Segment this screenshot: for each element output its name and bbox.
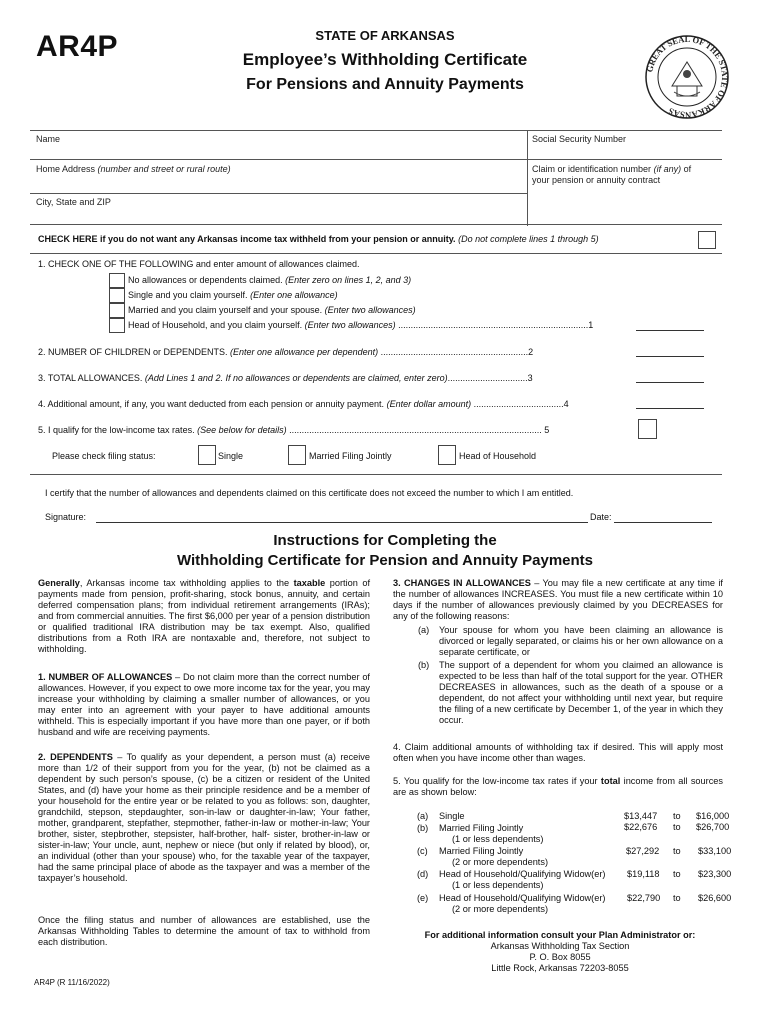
option-no-allowances: No allowances or dependents claimed. (Enter zero on lines 1, 2, and 3): [128, 275, 412, 285]
contact-city: Little Rock, Arkansas 72203-8055: [491, 963, 629, 973]
city-state-zip-field[interactable]: [36, 197, 111, 207]
state-heading: STATE OF ARKANSAS: [315, 28, 455, 43]
closing-paragraph: Once the filing status and number of allowances are established, use the Arkansas Withholding Tables to determine the amount of tax to withhold from each distribution.: [38, 915, 370, 947]
no-withholding-hint: (Do not complete lines 1 through 5): [458, 234, 599, 244]
option-head-of-household: Head of Household, and you claim yourself. (Enter two allowances) ............................................................................1: [128, 320, 594, 330]
line3-answer-field[interactable]: [636, 382, 704, 383]
income-row-low: $22,676: [624, 822, 658, 832]
contact-po-box: P. O. Box 8055: [529, 952, 591, 962]
section3-a-text: Your spouse for whom you have been claiming an allowance is divorced or legally separated, or claims his or her own allowance on a separate certificate, or: [439, 625, 723, 657]
section1-paragraph: 1. NUMBER OF ALLOWANCES – Do not claim more than the correct number of allowances. However, if you expect to owe more income tax for the year, you may increase your withholding by claiming a smaller number of allowances, or you may enter into an agreement with your payer to have additional amounts withheld. This is especially important if you have more than one payer, or if both husband and wife are receiving payments.: [38, 672, 370, 737]
line2-label: 2. NUMBER OF CHILDREN or DEPENDENTS.: [38, 347, 228, 357]
line1-heading: 1. CHECK ONE OF THE FOLLOWING and enter amount of allowances claimed.: [38, 259, 360, 269]
signature-label: Signature:: [45, 512, 87, 522]
income-row-low: $22,790: [627, 893, 661, 903]
line4-hint: (Enter dollar amount): [386, 399, 472, 409]
line4-label: 4. Additional amount, if any, you want deducted from each pension or annuity payment.: [38, 399, 385, 409]
seal-text: GREAT SEAL OF THE STATE OF ARKANSAS: [644, 34, 730, 120]
instructions-title-line1: Instructions for Completing the: [273, 532, 497, 549]
form-revision: AR4P (R 11/16/2022): [34, 978, 110, 987]
option-married: Married and you claim yourself and your spouse. (Enter two allowances): [128, 305, 416, 315]
income-row-to: to: [673, 811, 681, 821]
line2-row: 2. NUMBER OF CHILDREN or DEPENDENTS. (Enter one allowance per dependent) ...........................................................2: [38, 347, 534, 357]
filing-married-jointly-checkbox[interactable]: [288, 445, 306, 465]
state-seal-icon: [644, 34, 730, 120]
income-row-to: to: [673, 893, 681, 903]
name-field[interactable]: [36, 134, 60, 144]
income-row-status: Head of Household/Qualifying Widow(er): [439, 869, 606, 879]
filing-single-checkbox[interactable]: [198, 445, 216, 465]
income-row-high: $23,300: [698, 869, 732, 879]
line5-hint: (See below for details): [197, 425, 287, 435]
section4-paragraph: 4. Claim additional amounts of withholding tax if desired. This will apply most often when you have income other than wages.: [393, 742, 723, 763]
signature-field[interactable]: [96, 522, 588, 523]
line3-label: 3. TOTAL ALLOWANCES.: [38, 373, 143, 383]
filing-head-of-household-checkbox[interactable]: [438, 445, 456, 465]
income-row-to: to: [673, 822, 681, 832]
married-claim-checkbox[interactable]: [109, 303, 125, 318]
income-row-status: Married Filing Jointly: [439, 846, 524, 856]
section5-paragraph: 5. You qualify for the low-income tax rates if your total income from all sources are as shown below:: [393, 776, 723, 797]
line2-hint: (Enter one allowance per dependent): [230, 347, 379, 357]
single-claim-checkbox[interactable]: [109, 288, 125, 303]
no-withholding-row: [30, 224, 722, 254]
income-row-status-detail: (1 or less dependents): [452, 880, 544, 890]
section3-b-label: (b): [418, 660, 430, 670]
claim-number-label-line2: your pension or annuity contract: [532, 175, 661, 185]
line3-hint: (Add Lines 1 and 2. If no allowances or dependents are claimed, enter zero): [144, 373, 448, 383]
home-address-field[interactable]: [36, 164, 231, 174]
income-row-status: Head of Household/Qualifying Widow(er): [439, 893, 606, 903]
income-row-status-detail: (1 or less dependents): [452, 834, 544, 844]
name-label: Name: [36, 134, 61, 144]
line5-label: 5. I qualify for the low-income tax rates.: [38, 425, 195, 435]
filing-status-label: Please check filing status:: [52, 451, 156, 461]
form-title-line2: For Pensions and Annuity Payments: [246, 76, 524, 93]
home-address-label: Home Address: [36, 164, 96, 174]
low-income-checkbox[interactable]: [638, 419, 657, 439]
ssn-field[interactable]: [532, 134, 626, 144]
no-withholding-checkbox[interactable]: [698, 231, 716, 249]
line5-row: 5. I qualify for the low-income tax rates. (See below for details) ..................................................................................................... 5: [38, 425, 550, 435]
claim-number-field[interactable]: [532, 164, 691, 186]
no-allowances-checkbox[interactable]: [109, 273, 125, 288]
form-title-line1: Employee’s Withholding Certificate: [242, 50, 528, 69]
line1-answer-field[interactable]: [636, 330, 704, 331]
generally-paragraph: Generally, Arkansas income tax withholding applies to the taxable portion of payments made from pension, profit-sharing, stock bonus, annuity, and certain deferred compensation plans; from individual retirement arrangements (IRAs); and from commercial annuities. The first $6,000 per year of a pension distribution or qualified traditional IRA distribution may be tax exempt. Also, qualified distributions from a Roth IRA are nontaxable and, therefore, not subject to withholding.: [38, 578, 371, 654]
head-of-household-claim-checkbox[interactable]: [109, 318, 125, 333]
income-row-status: Single: [439, 811, 465, 821]
contact-agency: Arkansas Withholding Tax Section: [490, 941, 630, 951]
income-row-high: $26,600: [698, 893, 732, 903]
section2-paragraph: 2. DEPENDENTS – To qualify as your dependent, a person must (a) receive more than 1/2 of their support from you for the year, (b) not be claimed as a dependent by such person’s spouse, (c) be a citizen or resident of the United States, and (d) have your home as their principle residence and be a member of your household for the entire year or be related to you as follows: son, daughter, grandchild, stepson, stepdaughter, son-in-law or daughter-in-law; Your father, mother, grandparent, stepfather, stepmother, father-in-law or mother-in-law; Your brother, sister, stepbrother, stepsister, half-brother, half- sister, brother-in-law or sister-in-law; Your uncle, aunt, nephew or niece (but only if related by blood), or, an individual (other than your spouse) who, for the taxable year of the taxpayer, had the same principal place of abode as the taxpayer and was a member of the taxpayer’s household.: [38, 752, 370, 883]
income-row-high: $16,000: [696, 811, 730, 821]
claim-number-hint: (if any): [653, 164, 682, 174]
date-field[interactable]: [614, 522, 712, 523]
form-code: AR4P: [36, 30, 119, 63]
income-row-to: to: [673, 846, 681, 856]
identification-fields: [30, 130, 722, 226]
option-single: Single and you claim yourself. (Enter one allowance): [128, 290, 338, 300]
income-row-label: (c): [417, 846, 428, 856]
line3-row: 3. TOTAL ALLOWANCES. (Add Lines 1 and 2. If no allowances or dependents are claimed, enter zero)................................3: [38, 373, 533, 383]
ssn-label: Social Security Number: [532, 134, 627, 144]
income-row-high: $26,700: [696, 822, 730, 832]
filing-single-label: Single: [218, 451, 244, 461]
income-row-label: (a): [417, 811, 429, 821]
income-row-status-detail: (2 or more dependents): [452, 857, 549, 867]
no-withholding-text: CHECK HERE if you do not want any Arkansas income tax withheld from your pension or annuity.: [38, 234, 456, 244]
income-row-low: $19,118: [627, 869, 660, 879]
line2-answer-field[interactable]: [636, 356, 704, 357]
income-row-label: (b): [417, 823, 429, 833]
section3-a-label: (a): [418, 625, 430, 635]
home-address-hint: (number and street or rural route): [97, 164, 231, 174]
filing-married-jointly-label: Married Filing Jointly: [309, 451, 392, 461]
income-row-label: (d): [417, 869, 429, 879]
income-row-status: Married Filing Jointly: [439, 823, 524, 833]
city-state-zip-label: City, State and ZIP: [36, 197, 111, 207]
date-label: Date:: [590, 512, 612, 522]
claim-number-label: Claim or identification number: [532, 164, 652, 174]
instructions-title-line2: Withholding Certificate for Pension and Annuity Payments: [176, 552, 593, 569]
income-row-status-detail: (2 or more dependents): [452, 904, 549, 914]
income-row-label: (e): [417, 893, 429, 903]
contact-heading: For additional information consult your Plan Administrator or:: [424, 930, 696, 940]
section3-b-text: The support of a dependent for whom you claimed an allowance is expected to be less than half of the total support for the year. OTHER DECREASES in allowances, such as the death of a spouse or a dependent, do not affect your withholding until next year, but require the filing of a new certificate by December 1, of the year in which they occur.: [439, 660, 723, 725]
income-row-high: $33,100: [698, 846, 732, 856]
claim-number-label-end: of: [683, 164, 692, 174]
income-row-to: to: [673, 869, 681, 879]
line4-answer-field[interactable]: [636, 408, 704, 409]
section3-paragraph: 3. CHANGES IN ALLOWANCES – You may file a new certificate at any time if the number of allowances INCREASES. You must file a new certificate within 10 days if the number of allowances previously claimed by you DECREASES for any of the following reasons:: [393, 578, 723, 621]
certification-statement: I certify that the number of allowances and dependents claimed on this certificate does not exceed the number to which I am entitled.: [45, 488, 574, 498]
income-row-low: $27,292: [626, 846, 660, 856]
filing-head-of-household-label: Head of Household: [459, 451, 537, 461]
line4-row: 4. Additional amount, if any, you want deducted from each pension or annuity payment. (Enter dollar amount) ....................................4: [38, 399, 569, 409]
income-row-low: $13,447: [624, 811, 658, 821]
